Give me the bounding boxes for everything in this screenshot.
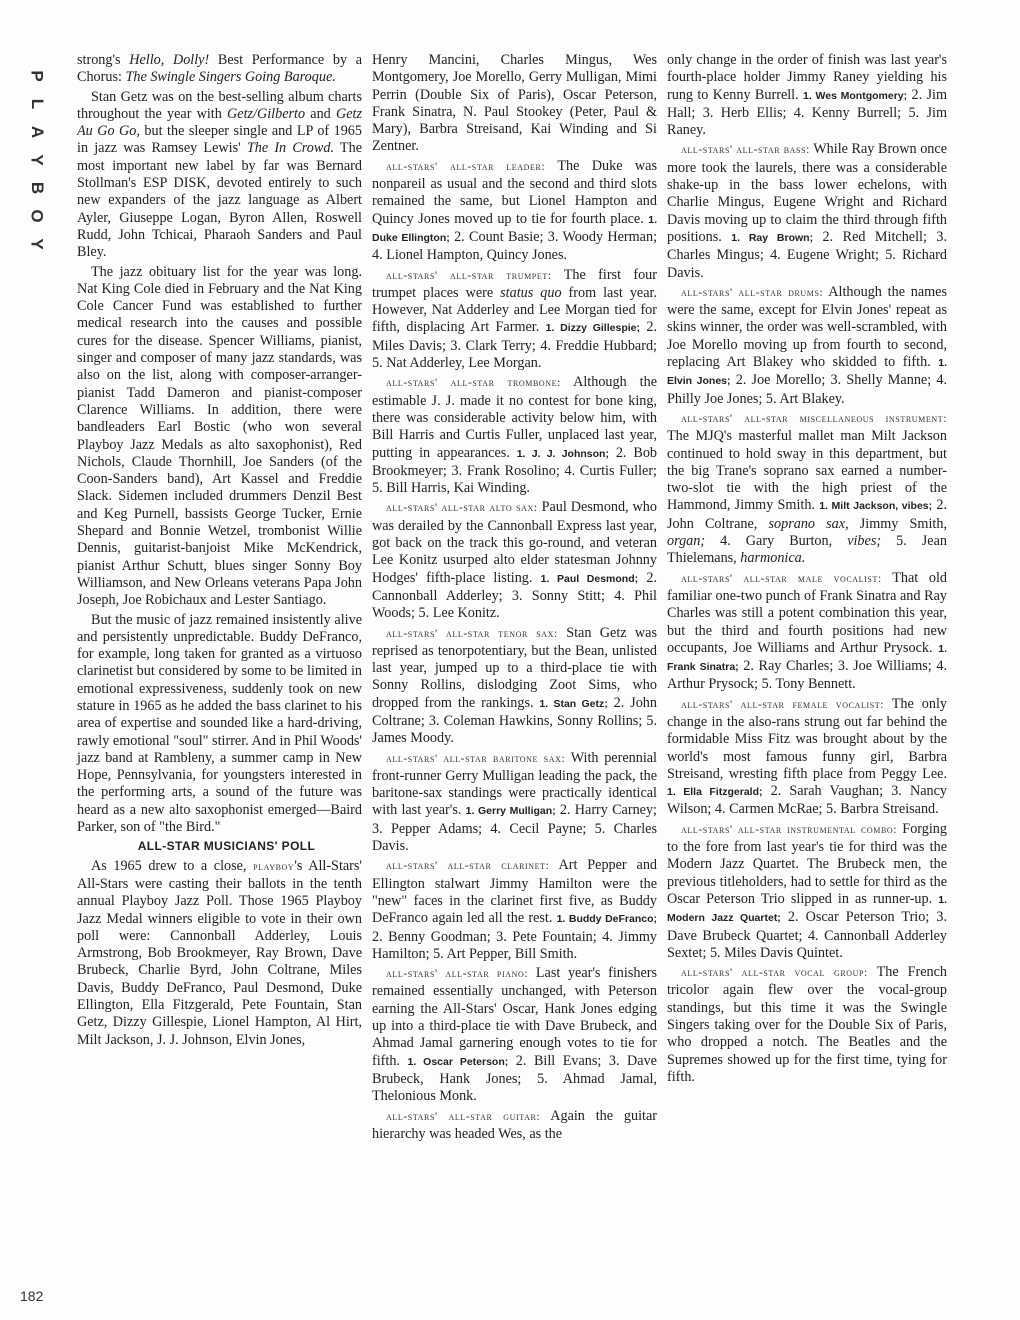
category-tenor-sax: all-stars' all-star tenor sax: Stan Getz was reprised as tenorpotentiary, but the Bean, unlisted last year, jumped up to a third-place tie with Sonny Rollins, dislodging Zoot Sims, who dropped from the rankings. 1. Stan Getz; 2. John Coltrane; 3. Coleman Hawkins, Sonny Rollins; 5. James Moody. xyxy=(372,624,657,747)
category-bass: all-stars' all-star bass: While Ray Brown once more took the laurels, there was a considerable shake-up in the bass lower echelons, with Charlie Mingus, Eugene Wright and Richard Davis moving up to claim the third through fifth positions. 1. Ray Brown; 2. Red Mitchell; 3. Charles Mingus; 4. Eugene Wright; 5. Richard Davis. xyxy=(667,141,948,281)
category-instrumental-combo: all-stars' all-star instrumental combo: Forging to the fore from last year's tie for third was the Modern Jazz Quartet. The Brubeck men, the previous titleholders, had to settle for third as the Oscar Peterson Trio slipped in as runner-up. 1. Modern Jazz Quartet; 2. Oscar Peterson Trio; 3. Dave Brubeck Quartet; 4. Cannonball Adderley Sextet; 5. Miles Davis Quintet. xyxy=(667,820,947,961)
category-leader: all-stars' all-star leader: The Duke was nonpareil as usual and the second and third slots remained the same, but Lionel Hampton and Quincy Jones moved up to tie for fourth place. 1. Duke Ellington; 2. Count Basie; 3. Woody Herman; 4. Lionel Hampton, Quincy Jones. xyxy=(372,157,658,264)
category-piano: all-stars' all-star piano: Last year's finishers remained essentially unchanged, with Peterson earning the All-Stars' Oscar, Hank Jones edging up into a third-place tie with Dave Brubeck, and Ahmad Jamal garnering enough votes to tie for fifth. 1. Oscar Peterson; 2. Bill Evans; 3. Dave Brubeck, Hank Jones; 5. Ahmad Jamal, Thelonious Monk. xyxy=(372,965,658,1105)
category-vocal-group: all-stars' all-star vocal group: The French tricolor again flew over the vocal-group standings, but this time it was the Swingle Singers taking over for the Double Six of Paris, who dropped a notch. The Beatles and the Supremes showed up for the first time, tying for fifth. xyxy=(667,964,947,1085)
category-clarinet: all-stars' all-star clarinet: Art Pepper and Ellington stalwart Jimmy Hamilton were the "new" faces in the clarinet first five, as Buddy DeFranco again led all the rest. 1. Buddy DeFranco; 2. Benny Goodman; 3. Pete Fountain; 4. Jimmy Hamilton; 5. Art Pepper, Bill Smith. xyxy=(372,857,658,962)
category-drums: all-stars' all-star drums: Although the names were the same, except for Elvin Jones' repeat as skins winner, the order was well-scrambled, with Joe Morello moving up from fourth to second, replacing Art Blakey who skidded to fifth. 1. Elvin Jones; 2. Joe Morello; 3. Shelly Manne; 4. Philly Joe Jones; 5. Art Blakey. xyxy=(667,283,947,407)
paragraph: Henry Mancini, Charles Mingus, Wes Montgomery, Joe Morello, Gerry Mulligan, Mimi Perrin (Double Six of Paris), Oscar Peterson, Frank Sinatra, N. Paul Stookey (Peter, Paul & Mary), Barbra Streisand, Kai Winding and Si Zentner. xyxy=(372,52,657,155)
paragraph: only change in the order of finish was last year's fourth-place holder Jimmy Raney yielding his rung to Kenny Burrell. 1. Wes Montgomery; 2. Jim Hall; 3. Herb Ellis; 4. Kenny Burrell; 5. Jim Raney. xyxy=(667,52,947,139)
category-alto-sax: all-stars' all-star alto sax: Paul Desmond, who was derailed by the Cannonball Express last year, got back on the track this go-round, and veteran Lee Konitz usurped alto elder statesman Johnny Hodges' fifth-place listing. 1. Paul Desmond; 2. Cannonball Adderley; 3. Sonny Stitt; 4. Phil Woods; 5. Lee Konitz. xyxy=(372,499,657,622)
category-trumpet: all-stars' all-star trumpet: The first four trumpet places were status quo from last year. However, Nat Adderley and Lee Morgan tied for fifth, displacing Art Farmer. 1. Dizzy Gillespie; 2. Miles Davis; 3. Clark Terry; 4. Freddie Hubbard; 5. Nat Adderley, Lee Morgan. xyxy=(372,266,658,372)
paragraph: The jazz obituary list for the year was long. Nat King Cole died in February and the Nat King Cole Cancer Fund was established to further medical research into the causes and possible cures for the disease. Spencer Williams, pianist, singer and composer of many jazz standards, was also on the list, along with composer-arranger-pianist Tadd Dameron and pianist-composer Clarence Williams. In addition, there were bandleaders Earl Bostic (who won several Playboy Jazz Medals as alto saxophonist), Red Nichols, Claude Thornhill, Joe Sanders (of the Coon-Sanders band), Art Kassel and Freddie Slack. Sidemen included drummers Denzil Best and Keg Purnell, bassists George Tucker, Ernie Shepard and Bonnie Wetzel, trombonist Willie Dennis, guitarist-banjoist Mike McKendrick, pianist Arthur Schutt, blues singer Sonny Boy Williamson, and New Orleans veterans Papa John Joseph, Joe Robichaux and Lester Santiago. xyxy=(77,263,362,609)
section-heading: ALL-STAR MUSICIANS' POLL xyxy=(137,839,316,854)
column-1 xyxy=(77,52,362,1051)
category-baritone-sax: all-stars' all-star baritone sax: With perennial front-runner Gerry Mulligan leading the pack, the baritone-sax standings were practically identical with last year's. 1. Gerry Mulligan; 2. Harry Carney; 3. Pepper Adams; 4. Cecil Payne; 5. Charles Davis. xyxy=(372,749,657,855)
category-misc-instrument: all-stars' all-star miscellaneous instrument: The MJQ's masterful mallet man Milt Jackson continued to hold sway in this department, but the big Trane's soprano sax earned a number-two-slot tie with the high priest of the Hammond, Jimmy Smith. 1. Milt Jackson, vibes; 2. John Coltrane, soprano sax, Jimmy Smith, organ; 4. Gary Burton, vibes; 5. Jean Thielemans, harmonica. xyxy=(667,412,947,567)
paragraph: strong's Hello, Dolly! Best Performance by a Chorus: The Swingle Singers Going Baroque. xyxy=(77,52,363,86)
category-trombone: all-stars' all-star trombone: Although the estimable J. J. made it no contest for bone king, there was considerable activity below him, with Bill Harris and Curtis Fuller, unplaced last year, putting in appearances. 1. J. J. Johnson; 2. Bob Brookmeyer; 3. Frank Rosolino; 4. Curtis Fuller; 5. Bill Harris, Kai Winding. xyxy=(372,374,658,497)
category-male-vocalist: all-stars' all-star male vocalist: That old familiar one-two punch of Frank Sinatra and Ray Charles was still a potent combination this year, but the third and fourth positions had new occupants, Joe Williams and Arthur Prysock. 1. Frank Sinatra; 2. Ray Charles; 3. Joe Williams; 4. Arthur Prysock; 5. Tony Bennett. xyxy=(667,569,948,693)
paragraph: But the music of jazz remained insistently alive and persistently unpredictable. Buddy DeFranco, for example, long taken for granted as a virtuoso clarinetist but considered by some to be limited in emotional expressiveness, suddenly took on new stature in 1965 as he added the bass clarinet to his area of expertise and sounded like a hard-driving, rawly emotional "soul" stirrer. And in Phil Woods' jazz band at Rambleny, a summer camp in New Hope, Pennsylvania, for youngsters interested in the performing arts, a sound of the future was heard as a new alto saxophonist emerged—Baird Parker, son of "the Bird." xyxy=(77,611,362,836)
category-female-vocalist: all-stars' all-star female vocalist: The only change in the also-rans strung out far behind the formidable Miss Fitz was brought about by the world's most famous funny girl, Barbra Streisand, wresting fifth place from Peggy Lee. 1. Ella Fitzgerald; 2. Sarah Vaughan; 3. Nancy Wilson; 4. Carmen McRae; 5. Barbra Streisand. xyxy=(667,695,947,818)
column-2 xyxy=(372,52,657,1145)
category-guitar: all-stars' all-star guitar: Again the guitar hierarchy was headed Wes, as the xyxy=(372,1107,657,1142)
page-number: 182 xyxy=(20,1288,44,1304)
column-3 xyxy=(667,52,947,1088)
paragraph: As 1965 drew to a close, playboy's All-Stars' All-Stars were casting their ballots in the tenth annual Playboy Jazz Poll. Those 1965 Playboy Jazz Medal winners eligible to vote in their own poll were: Cannonball Adderley, Louis Armstrong, Bob Brookmeyer, Ray Brown, Dave Brubeck, Charlie Byrd, John Coltrane, Miles Davis, Buddy DeFranco, Paul Desmond, Duke Ellington, Ella Fitzgerald, Pete Fountain, Stan Getz, Dizzy Gillespie, Lionel Hampton, Al Hirt, Milt Jackson, J. J. Johnson, Elvin Jones, xyxy=(77,857,362,1048)
magazine-name: P L A Y B O Y xyxy=(27,70,47,250)
paragraph: Stan Getz was on the best-selling album charts throughout the year with Getz/Gilberto and Getz Au Go Go, but the sleeper single and LP of 1965 in jazz was Ramsey Lewis' The In Crowd. The most important new label by far was Bernard Stollman's ESP DISK, devoted entirely to such new expanders of the jazz language as Albert Ayler, Giuseppe Logan, Byron Allen, Roswell Rudd, John Tchicai, Pharaoh Sanders and Paul Bley. xyxy=(77,88,362,261)
